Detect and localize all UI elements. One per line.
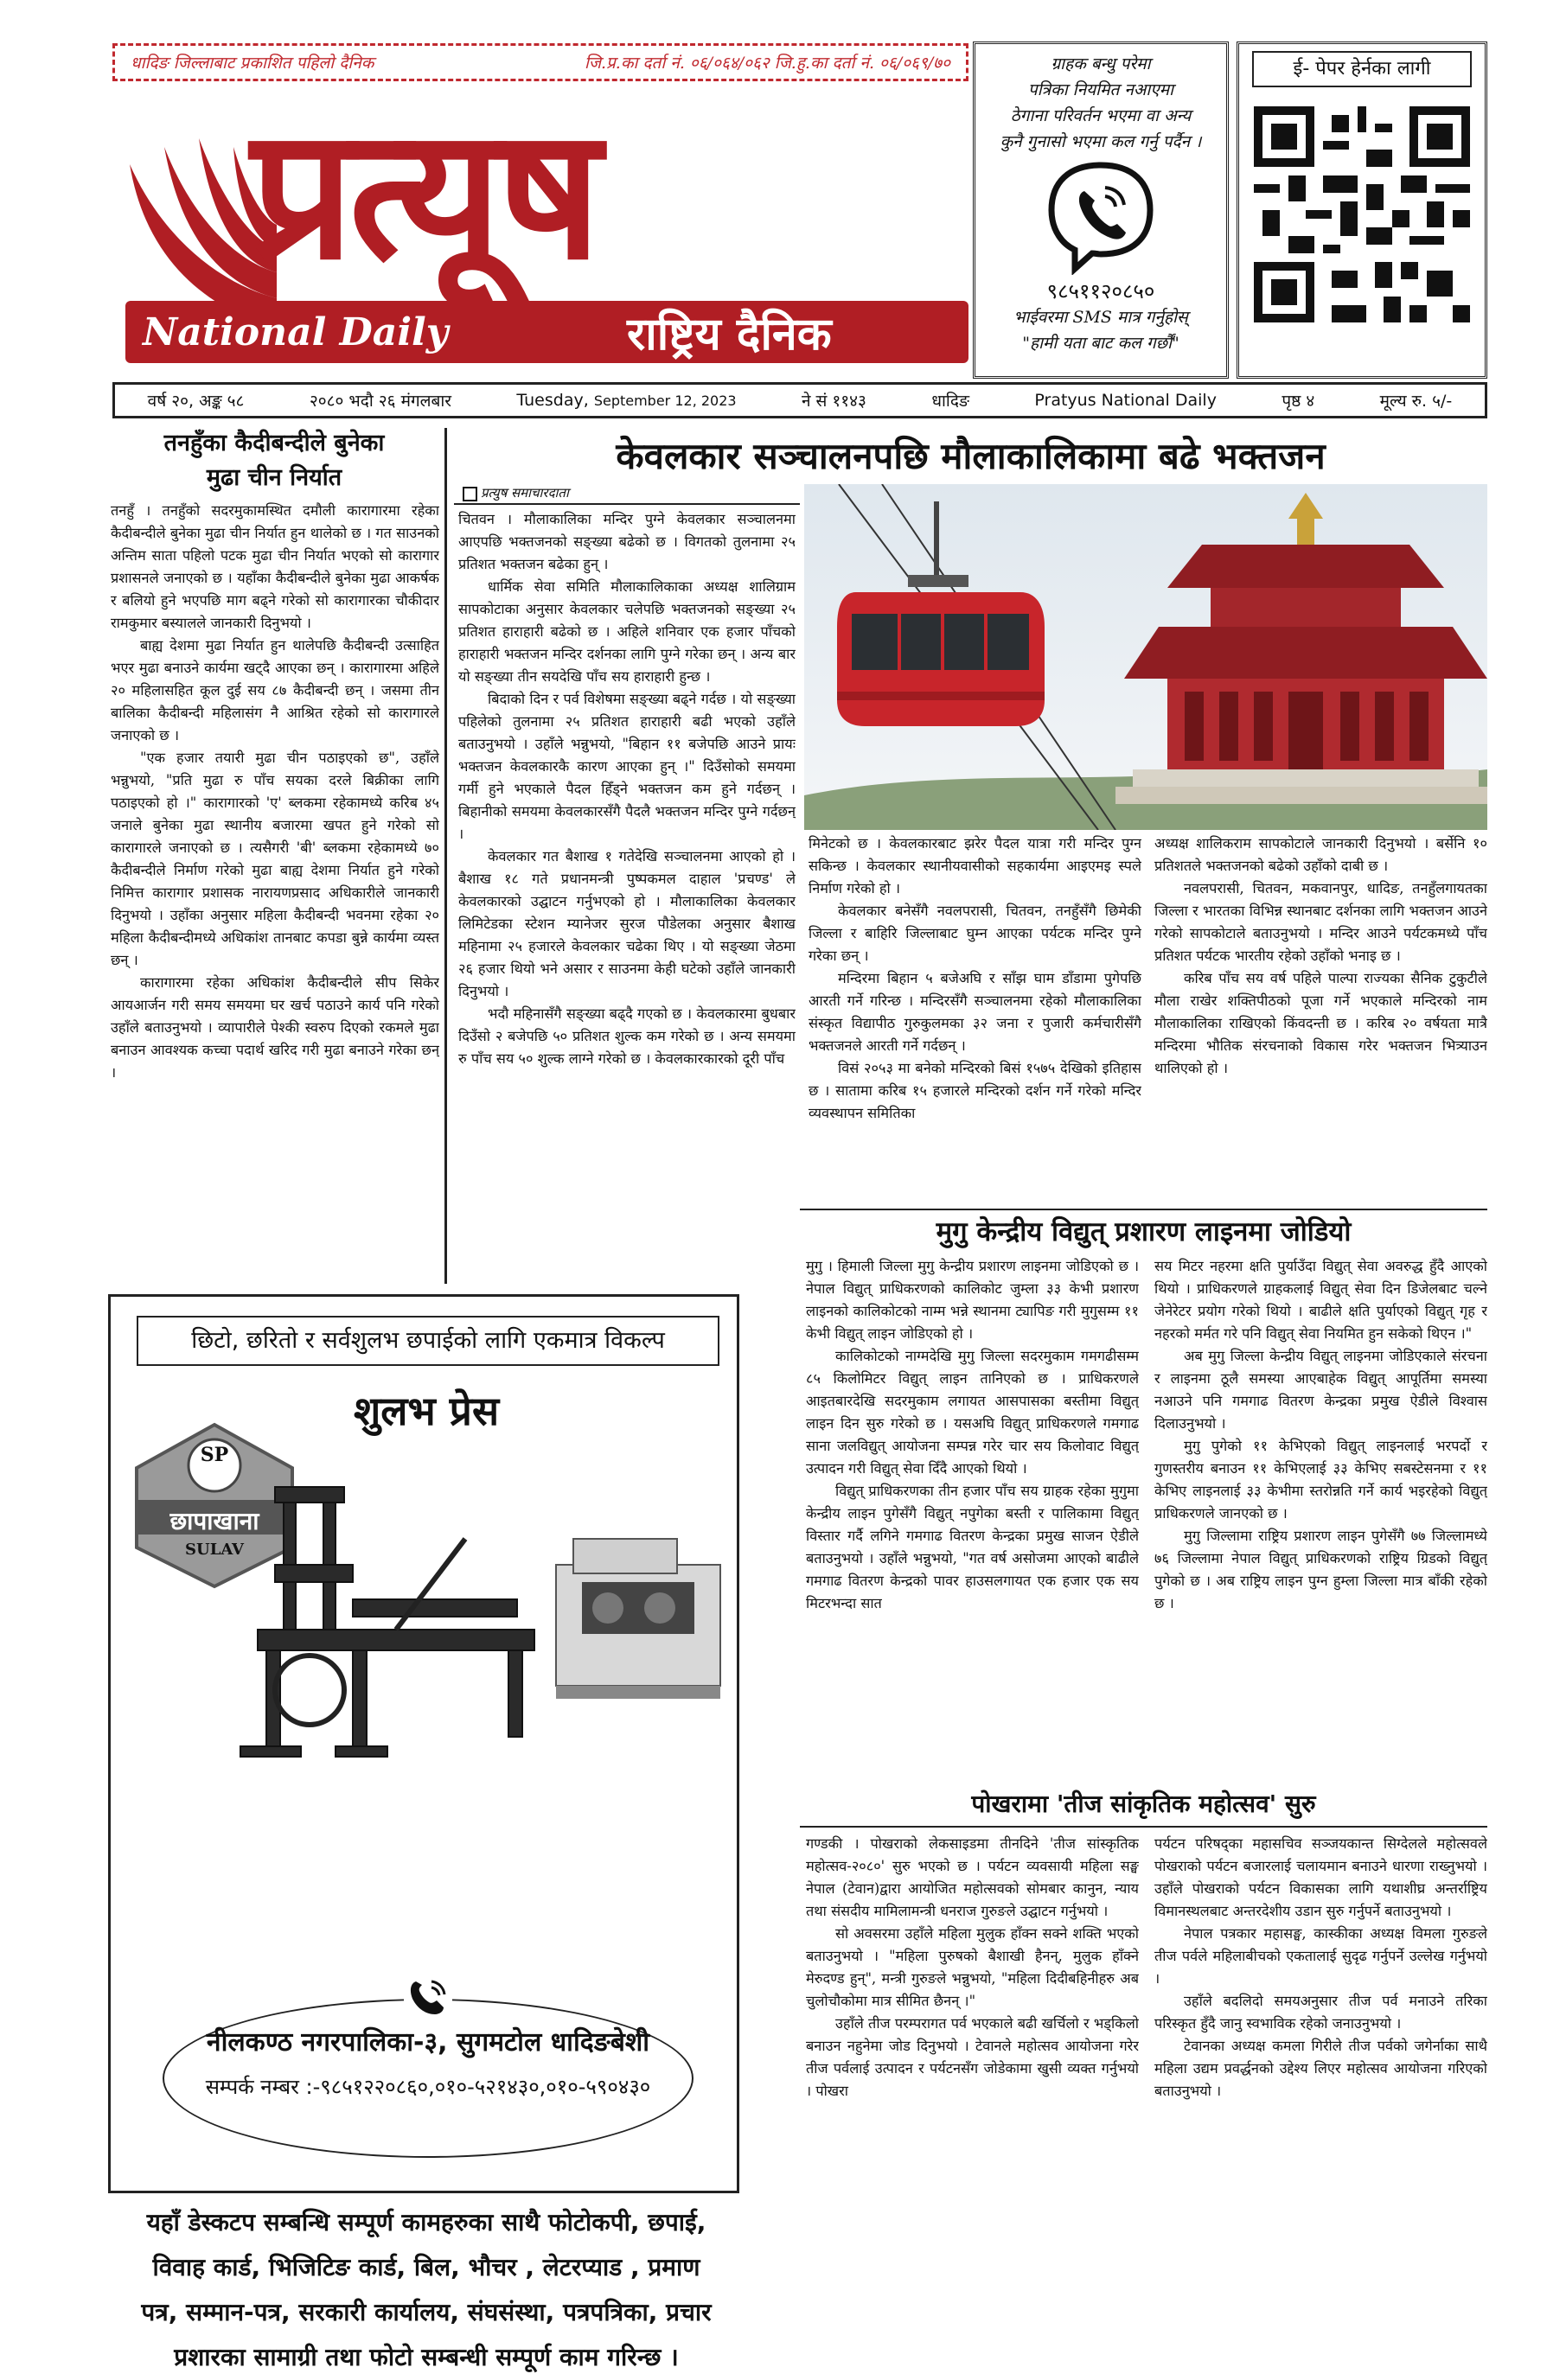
notice-line: कुनै गुनासो भएमा कल गर्नु पर्दैन । xyxy=(1000,132,1202,151)
paragraph: नेपाल पत्रकार महासङ्घ, कास्कीका अध्यक्ष विमला गुरुङले तीज पर्वले महिलाबीचको एकतालाई सुदृढ गर्नुपर्ने उल्लेख गर्नुभयो । xyxy=(1154,1925,1487,1987)
paragraph: मुगु पुगेको ११ केभिएको विद्युत् लाइनलाई भरपर्दो र गुणस्तरीय बनाउन ११ केभिएलाई ३३ केभिए सबस्टेसनमा र ११ केभिए लाइनलाई ३३ केभीमा स्तरोन्नति गर्ने कार्य भइरहेको विद्युत् प्राधिकरणले जानएको छ । xyxy=(1154,1438,1487,1522)
paragraph: बिदाको दिन र पर्व विशेषमा सङ्ख्या बढ्ने गर्दछ । यो सङ्ख्या पहिलेको तुलनामा २५ प्रतिशत हाराहारी बढी भएको उहाँले बताउनुभयो । उहाँले भन्नुभयो, "बिहान ११ बजेपछि आउने प्रायः भक्तजन केवलकारकै कारण आएका हुन् ।" दिउँसोको समयमा गर्मी हुने भएकाले पैदल हिँड्ने भक्तजन कम हुने गर्दछन् । बिहानीको समयमा केवलकारसँगै पैदलै भक्तजन मन्दिर पुग्ने गर्दछन् । xyxy=(458,691,796,842)
paragraph: करिब पाँच सय वर्ष पहिले पाल्पा राज्यका सैनिक टुकुटीले मौला राखेर शक्तिपीठको पूजा गर्ने भएकाले मन्दिरको नाम मौलाकालिका राखिएको किंवदन्ती छ । करिब २० वर्षयता मात्रै मन्दिरमा भौतिक संरचनाको विकास गरेर भक्तजन भित्र्याउन थालिएको हो । xyxy=(1154,970,1487,1076)
article-main-headline: केवलकार सञ्चालनपछि मौलाकालिकामा बढे भक्तजन xyxy=(616,435,1326,477)
article-main-col2 xyxy=(809,833,1141,1204)
notice-line: ठेगाना परिवर्तन भएमा वा अन्य xyxy=(1010,106,1192,125)
date-nepali: २०८० भदौ २६ मंगलबार xyxy=(309,392,452,411)
publication-name: Pratyus National Daily xyxy=(1034,391,1217,410)
paragraph: तनहुँ । तनहुँको सदरमुकामस्थित दमौली कारागारमा रहेका कैदीबन्दीले बुनेका मुढा चीन निर्यात हुन थालेको छ । गत साउनको अन्तिम साता पहिलो पटक मुढा चीन निर्यात भएको सो कारागार प्रशासनले जनाएको छ । यहाँका कैदीबन्दीले बुनेका मुढा आकर्षक र बलियो हुने भएपछि माग बढ्ने गरेको सो कारागारका चौकीदार रामकुमार बस्यालले जानकारी दिनुभयो । xyxy=(111,502,439,631)
paragraph: पर्यटन परिषद्का महासचिव सञ्जयकान्त सिग्देलले महोत्सवले पोखराको पर्यटन बजारलाई चलायमान बनाउने धारणा राख्नुभयो । उहाँले पोखराको पर्यटन विकासका लागि यथाशीघ्र अन्तर्राष्ट्रिय विमानस्थलबाट अन्तरदेशीय उडान सुरु गर्नुपर्ने बताउनुभयो । xyxy=(1154,1835,1487,1919)
paragraph: केवलकार गत बैशाख १ गतेदेखि सञ्चालनमा आएको हो । बैशाख १८ गते प्रधानमन्त्री पुष्पकमल दाहाल 'प्रचण्ड' ले केवलकारको उद्घाटन गर्नुभएको हो । मौलाकालिका केवलकार लिमिटेडका स्टेशन म्यानेजर सुरज पौडेलका अनुसार बैशाख महिनामा २५ हजारले केवलकार चढेका थिए । यो सङ्ख्या जेठमा २६ हजार थियो भने असार र साउनमा केही घटेको उहाँले जानकारी दिनुभयो । xyxy=(458,848,796,999)
subscriber-notice xyxy=(973,41,1229,379)
article-teej-col2 xyxy=(1154,1833,1487,2187)
paragraph: विसं २०५३ मा बनेको मन्दिरको बिसं १५७५ देखिको इतिहास छ । सातामा करिब १५ हजारले मन्दिरको दर्शन गर्ने गरेको मन्दिर व्यवस्थापन समितिका xyxy=(809,1060,1141,1121)
publication-place: धादिङ xyxy=(931,392,970,411)
notice-line: ग्राहक बन्धु परेमा xyxy=(1051,54,1151,73)
paragraph: चितवन । मौलाकालिका मन्दिर पुग्ने केवलकार सञ्चालनमा आएपछि भक्तजनको सङ्ख्या बढेको छ । विगतको तुलनामा २५ प्रतिशत भक्तजन बढेका हुन् । xyxy=(458,511,796,572)
press-advertisement xyxy=(108,1294,739,2371)
paragraph: मुगु जिल्लामा राष्ट्रिय प्रशारण लाइन पुगेसँगै ७७ जिल्लामध्ये ७६ जिल्लामा नेपाल विद्युत् प्राधिकरणको राष्ट्रिय ग्रिडको विद्युत् पुगेको छ । अब राष्ट्रिय लाइन पुग्न हुम्ला जिल्ला मात्र बाँकी रहेको छ । xyxy=(1154,1528,1487,1611)
notice-slogan: "हामी यता बाट कल गर्छौं" xyxy=(1022,334,1179,353)
section-divider xyxy=(800,1826,1487,1828)
paragraph: सय मिटर नहरमा क्षति पुर्याउँदा विद्युत् सेवा अवरुद्ध हुँदै आएको थियो । प्राधिकरणले ग्राहकलाई विद्युत् सेवा दिन डिजेलबाट चल्ने जेनेरेटर प्रयोग गरेको थियो । बाढीले क्षति पुर्याएको विद्युत् गृह र नहरको मर्मत गरे पनि विद्युत् सेवा नियमित हुन सकेको थिएन ।" xyxy=(1154,1258,1487,1342)
first-daily-label: धादिङ जिल्लाबाट प्रकाशित पहिलो दैनिक xyxy=(131,54,374,73)
section-divider xyxy=(800,1209,1487,1210)
paragraph: टेवानका अध्यक्ष कमला गिरीले तीज पर्वको जगेर्नाका साथै महिला उद्यम प्रवर्द्धनको उद्देश्य लिएर महोत्सव आयोजना गरिएको बताउनुभयो । xyxy=(1154,2038,1487,2099)
date-english: Tuesday, September 12, 2023 xyxy=(516,391,737,410)
masthead-logo xyxy=(112,88,968,372)
registration-strip xyxy=(112,43,968,81)
paragraph: उहाँले तीज परम्परागत पर्व भएकाले बढी खर्चिलो र भड्किलो बनाउन नहुनेमा जोड दिनुभयो । टेवानले महोत्सव आयोजना गरेर तीज पर्वलाई उत्पादन र पर्यटनसँग जोडेकामा खुसी व्यक्त गर्नुभयो । पोखरा xyxy=(806,2015,1139,2099)
ad-contact[interactable]: सम्पर्क नम्बर :-९८५१२२०८६०,०१०-५२१४३०,०१०-५९०४३० xyxy=(205,2075,651,2099)
paragraph: अब मुगु जिल्ला केन्द्रीय विद्युत् लाइनमा जोडिएकाले संरचना र लाइनमा ठूलै समस्या आएबाहेक विद्युत् आपूर्तिमा समस्या नआउने पनि गमगाढ वितरण केन्द्रका प्रमुख ऐडीले विश्वास दिलाउनुभयो । xyxy=(1154,1348,1487,1432)
sms-instruction: भाईवरमा SMS मात्र गर्नुहोस् xyxy=(1013,308,1188,327)
article-teej-headline: पोखरामा 'तीज सांकृतिक महोत्सव' सुरु xyxy=(971,1790,1316,1818)
article-main-col1 xyxy=(458,508,796,1282)
offset-printer-illustration xyxy=(547,1513,729,1703)
paragraph: धार्मिक सेवा समिति मौलाकालिकाका अध्यक्ष शालिग्राम सापकोटाका अनुसार केवलकार चलेपछि भक्तजनको सङ्ख्या २५ प्रतिशत हाराहारी बढेको छ । अहिले शनिवार एक हजार पाँचको हाराहारी भक्तजन मन्दिर दर्शनका लागि पुग्ने गरेका छन् । अन्य बार यो सङ्ख्या तीन सयदेखि पाँच सय हाराहारी हुन्छ । xyxy=(458,578,796,685)
epaper-box xyxy=(1237,41,1487,379)
paragraph: केवलकार बनेसँगै नवलपरासी, चितवन, तनहुँसँगै छिमेकी जिल्ला र बाहिरि जिल्लाबाट घुम्न आएका पर्यटक मन्दिर पुग्ने गरेका छन् । xyxy=(809,903,1141,964)
viber-phone-icon xyxy=(1045,158,1157,275)
notice-phone[interactable]: ९८५११२०८५० xyxy=(1046,279,1155,303)
notice-line: पत्रिका नियमित नआएमा xyxy=(1027,80,1174,99)
wordmark: प्रत्यूष xyxy=(251,88,597,300)
english-title: National Daily xyxy=(143,309,449,354)
article-mugu-col2 xyxy=(1154,1255,1487,1774)
qr-code-icon[interactable] xyxy=(1254,106,1470,322)
paragraph: मुगु । हिमाली जिल्ला मुगु केन्द्रीय प्रशारण लाइनमा जोडिएको छ । नेपाल विद्युत् प्राधिकरणको कालिकोट जुम्ला ३३ केभी प्रशारण लाइनको कालिकोटको नाम्म भन्ने स्थानमा ट्यापिङ गरी मुगुसम्म ११ केभी विद्युत् लाइन जोडिएको हो । xyxy=(806,1258,1139,1342)
logo-text: छापाखाना xyxy=(169,1507,259,1535)
checkbox-icon xyxy=(463,487,477,501)
ad-address: नीलकण्ठ नगरपालिका-३, सुगमटोल धादिङबेशी xyxy=(206,2027,650,2058)
article-teej-col1 xyxy=(806,1833,1139,2187)
article-left-body xyxy=(111,500,439,1282)
press-name: शुलभ प्रेस xyxy=(353,1388,500,1434)
dateline-bar xyxy=(112,382,1487,418)
paragraph: कारागारमा रहेका अधिकांश कैदीबन्दीले सीप सिकेर आयआर्जन गरी समय समयमा घर खर्च पठाउने कार्य पनि गरेको उहाँले बताउनुभयो । व्यापारीले पेश्की स्वरुप दिएको रकमले मुढा बनाउन आवश्यक कच्चा पदार्थ खरिद गरी मुढा बनाउने गरेका छन् । xyxy=(111,974,439,1081)
paragraph: "एक हजार तयारी मुढा चीन पठाइएको छ", उहाँले भन्नुभयो, "प्रति मुढा रु पाँच सयका दरले बिक्रीका लागि पठाइएको हो ।" कारागारको 'ए' ब्लकमा रहेकामध्ये करिब ४५ जनाले बुनेका मुढा स्थानीय बजारमा खपत हुने गरेको सो कारागारले जनाएको छ । त्यसैगरी 'बी' ब्लकमा रहेकामध्ये ७० कैदीबन्दीले निर्माण गरेको मुढा बाह्य देशमा निर्यात हुने गरेको निमित्त कारागार प्रशासक नारायणप्रसाद अधिकारीले जानकारी दिनुभयो । उहाँका अनुसार महिला कैदीबन्दी भवनमा रहेका २० महिला कैदीबन्दीमध्ये अधिकांश तानबाट कपडा बुन्ने कार्यमा व्यस्त छन् । xyxy=(111,750,439,968)
epaper-label: ई- पेपर हेर्नका लागी xyxy=(1252,51,1472,87)
paragraph: भदौ महिनासँगै सङ्ख्या बढ्दै गएको छ । केवलकारमा बुधबार दिउँसो २ बजेपछि ५० प्रतिशत शुल्क कम गरेको छ । अन्य समयमा रु पाँच सय ५० शुल्क लाग्ने गरेको छ । केवलकारकारको दूरी पाँच xyxy=(458,1005,796,1067)
paragraph: सो अवसरमा उहाँले महिला मुलुक हाँक्न सक्ने शक्ति भएको बताउनुभयो । "महिला पुरुषको बैशाखी हैनन्, मुलुक हाँक्ने मेरुदण्ड हुन्", मन्त्री गुरुङले भन्नुभयो, "महिला दिदीबहिनीहरु अब चुलोचौकोमा मात्र सीमित छैनन् ।" xyxy=(806,1925,1139,2009)
ad-services: यहाँ डेस्कटप सम्बन्धि सम्पूर्ण कामहरुका साथै फोटोकपी, छपाई, विवाह कार्ड, भिजिटिङ कार्ड, बिल, भौचर , लेटरप्याड , प्रमाण पत्र, सम्मान-पत्र, सरकारी कार्यालय, संघसंस्था, पत्रपत्रिका, प्रचार प्रशारका सामाग्री तथा फोटो सम्बन्धी सम्पूर्ण काम गरिन्छ । xyxy=(141,2208,712,2371)
paragraph: कालिकोटको नाग्मदेखि मुगु जिल्ला सदरमुकाम गमगढीसम्म ८५ किलोमिटर विद्युत् लाइन तानिएको छ । प्राधिकरणले आइतबारदेखि सदरमुकाम लगायत आसपासका बस्तीमा विद्युत् लाइन दिन सुरु गरेको छ । यसअघि विद्युत् प्राधिकरणले गमगाढ साना जलविद्युत् आयोजना सम्पन्न गरेर चार सय किलोवाट विद्युत् उत्पादन गरी विद्युत् सेवा दिँदै आएको थियो । xyxy=(806,1348,1139,1477)
paragraph: बाह्य देशमा मुढा निर्यात हुन थालेपछि कैदीबन्दी उत्साहित भएर मुढा बनाउने कार्यमा खट्दै आएका छन् । कारागारमा अहिले २० महिलासहित कूल दुई सय ८७ कैदीबन्दी छन् । जसमा तीन बालिका कैदीबन्दी महिलासंग नै आश्रित रहेको सो कारागारले जनाएको छ । xyxy=(111,637,439,743)
address-oval xyxy=(163,1999,694,2158)
paragraph: गण्डकी । पोखराको लेकसाइडमा तीनदिने 'तीज सांस्कृतिक महोत्सव-२०८०' सुरु भएको छ । पर्यटन व्यवसायी महिला सङ्घ नेपाल (टेवान)द्वारा आयोजित महोत्सवको सोमबार कानुन, न्याय तथा संसदीय मामिलामन्त्री धनराज गुरुङले उद्घाटन गर्नुभयो । xyxy=(806,1835,1139,1919)
letterpress-illustration xyxy=(223,1470,569,1764)
nepal-sambat: ने सं ११४३ xyxy=(801,392,866,411)
logo-initials: SP xyxy=(200,1444,229,1466)
price: मूल्य रु. ५/- xyxy=(1379,392,1453,411)
byline: प्रत्युष समाचारदाता xyxy=(463,484,809,501)
article-mugu-headline: मुगु केन्द्रीय विद्युत् प्रशारण लाइनमा जोडियो xyxy=(936,1216,1352,1247)
article-left-headline: तनहुँका कैदीबन्दीले बुनेका मुढा चीन निर्यात xyxy=(163,430,385,491)
column-divider xyxy=(444,428,447,1284)
ad-tagline: छिटो, छरितो र सर्वशुलभ छपाईको लागि एकमात्र विकल्प xyxy=(137,1316,719,1366)
byline-rule xyxy=(454,503,800,505)
article-main-col3 xyxy=(1154,833,1487,1204)
paragraph: मन्दिरमा बिहान ५ बजेअघि र साँझ घाम डाँडामा पुगेपछि आरती गर्ने गरिन्छ । मन्दिरसँगै सञ्चालनमा रहेको मौलाकालिका संस्कृत विद्यापीठ गुरुकुलमका ३२ जना र पुजारी कर्मचारीसँगै भक्तजनले आरती गर्ने गर्दछन् । xyxy=(809,970,1141,1054)
nepali-subtitle: राष्ट्रिय दैनिक xyxy=(627,308,832,361)
masthead-banner xyxy=(125,301,968,363)
cablecar-temple-photo xyxy=(804,484,1487,830)
paragraph: मिनेटको छ । केवलकारबाट झरेर पैदल यात्रा गरी मन्दिर पुग्न सकिन्छ । केवलकार स्थानीयवासीको सहकार्यमा आइएमइ स्पले निर्माण गरेको हो । xyxy=(809,835,1141,896)
paragraph: अध्यक्ष शालिकराम सापकोटाले जानकारी दिनुभयो । बर्सेनि १० प्रतिशतले भक्तजनको बढेको उहाँको दाबी छ । xyxy=(1154,835,1487,874)
page-number: पृष्ठ ४ xyxy=(1282,392,1315,411)
paragraph: नवलपरासी, चितवन, मकवानपुर, धादिङ, तनहुँलगायतका जिल्ला र भारतका विभिन्न स्थानबाट दर्शनका लागि भक्तजन आउने गरेको सापकोटाले बताउनुभयो । मन्दिर आउने पर्यटकमध्ये पाँच प्रतिशत पर्यटक भारतीय रहेको उहाँको भनाइ छ । xyxy=(1154,880,1487,964)
paragraph: विद्युत् प्राधिकरणका तीन हजार पाँच सय ग्राहक रहेका मुगुमा केन्द्रीय लाइन पुगेसँगै विद्युत् नपुगेका बस्ती र पालिकामा विद्युत् विस्तार गर्दै लगिने गमगाढ वितरण केन्द्रका प्रमुख साजन ऐडीले बताउनुभयो । उहाँले भन्नुभयो, "गत वर्ष असोजमा आएको बाढीले गमगाढ वितरण केन्द्रको पावर हाउसलगायत एक हजार एक सय मिटरभन्दा सात xyxy=(806,1483,1139,1611)
phone-icon xyxy=(404,1976,452,2018)
logo-english: SULAV xyxy=(185,1541,244,1559)
paragraph: उहाँले बदलिदो समयअनुसार तीज पर्व मनाउने तरिका परिस्कृत हुँदै जानु स्वभाविक रहेको जनाउनुभयो । xyxy=(1154,1993,1487,2032)
volume-issue: वर्ष २०, अङ्क ५८ xyxy=(147,392,245,411)
article-mugu-col1 xyxy=(806,1255,1139,1774)
registration-number: जि.प्र.का दर्ता नं. ०६/०६४/०६२ जि.हु.का दर्ता नं. ०६/०६९/७० xyxy=(584,54,950,73)
